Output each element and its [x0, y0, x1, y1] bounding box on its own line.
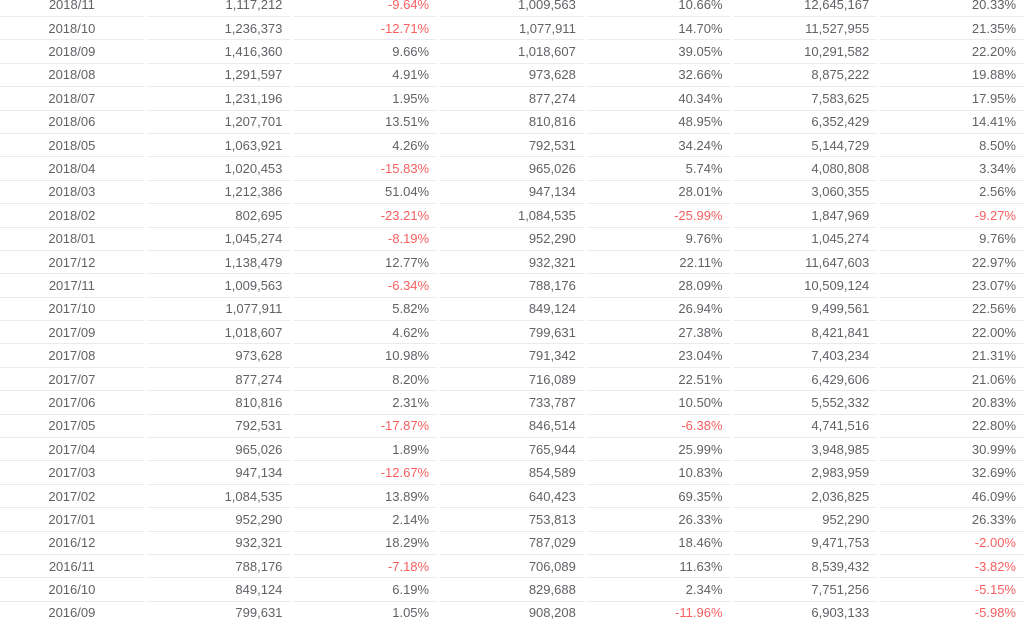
value-cell: 9,471,753 — [734, 532, 878, 555]
month-cell: 2016/11 — [0, 555, 144, 578]
value-cell: 69.35% — [587, 485, 731, 508]
month-cell: 2017/05 — [0, 415, 144, 438]
value-cell: 1,138,479 — [147, 251, 291, 274]
value-cell: 765,944 — [440, 438, 584, 461]
value-cell: 20.33% — [880, 0, 1024, 17]
value-cell: -17.87% — [293, 415, 437, 438]
value-cell: 25.99% — [587, 438, 731, 461]
value-cell: -12.67% — [293, 461, 437, 484]
value-cell: 10.50% — [587, 391, 731, 414]
value-cell: 18.46% — [587, 532, 731, 555]
value-cell: 788,176 — [147, 555, 291, 578]
value-cell: 9.76% — [880, 228, 1024, 251]
value-cell: -6.38% — [587, 415, 731, 438]
value-cell: 18.29% — [293, 532, 437, 555]
month-cell: 2017/12 — [0, 251, 144, 274]
value-cell: 5.82% — [293, 298, 437, 321]
value-cell: 23.07% — [880, 274, 1024, 297]
table-row — [0, 555, 1024, 578]
value-cell: 965,026 — [440, 157, 584, 180]
value-cell: 26.94% — [587, 298, 731, 321]
value-cell: 1,018,607 — [440, 40, 584, 63]
value-cell: 21.35% — [880, 17, 1024, 40]
month-cell: 2017/01 — [0, 508, 144, 531]
value-cell: 10,291,582 — [734, 40, 878, 63]
month-cell: 2017/10 — [0, 298, 144, 321]
value-cell: 30.99% — [880, 438, 1024, 461]
month-cell: 2018/01 — [0, 228, 144, 251]
month-cell: 2018/08 — [0, 64, 144, 87]
value-cell: 802,695 — [147, 204, 291, 227]
value-cell: 13.51% — [293, 111, 437, 134]
table-row — [0, 438, 1024, 461]
table-row — [0, 157, 1024, 180]
value-cell: -15.83% — [293, 157, 437, 180]
month-cell: 2018/05 — [0, 134, 144, 157]
value-cell: 22.00% — [880, 321, 1024, 344]
month-cell: 2016/09 — [0, 602, 144, 621]
value-cell: -2.00% — [880, 532, 1024, 555]
value-cell: -8.19% — [293, 228, 437, 251]
value-cell: 8,539,432 — [734, 555, 878, 578]
table-row — [0, 40, 1024, 63]
value-cell: 849,124 — [440, 298, 584, 321]
table-row — [0, 0, 1024, 17]
table-row — [0, 111, 1024, 134]
value-cell: 932,321 — [147, 532, 291, 555]
value-cell: 6,903,133 — [734, 602, 878, 621]
value-cell: 22.97% — [880, 251, 1024, 274]
month-cell: 2018/10 — [0, 17, 144, 40]
value-cell: 908,208 — [440, 602, 584, 621]
value-cell: -12.71% — [293, 17, 437, 40]
value-cell: 10.66% — [587, 0, 731, 17]
value-cell: 1,847,969 — [734, 204, 878, 227]
value-cell: 1,009,563 — [440, 0, 584, 17]
value-cell: 952,290 — [734, 508, 878, 531]
value-cell: 9.76% — [587, 228, 731, 251]
value-cell: 932,321 — [440, 251, 584, 274]
table-row — [0, 321, 1024, 344]
value-cell: 8,875,222 — [734, 64, 878, 87]
month-cell: 2017/04 — [0, 438, 144, 461]
value-cell: 1.05% — [293, 602, 437, 621]
value-cell: 1,291,597 — [147, 64, 291, 87]
value-cell: 9.66% — [293, 40, 437, 63]
value-cell: 947,134 — [440, 181, 584, 204]
value-cell: 13.89% — [293, 485, 437, 508]
value-cell: 32.69% — [880, 461, 1024, 484]
value-cell: 8.20% — [293, 368, 437, 391]
value-cell: -23.21% — [293, 204, 437, 227]
table-row — [0, 134, 1024, 157]
month-cell: 2017/09 — [0, 321, 144, 344]
month-cell: 2016/10 — [0, 578, 144, 601]
value-cell: 791,342 — [440, 344, 584, 367]
table-row — [0, 461, 1024, 484]
value-cell: 952,290 — [147, 508, 291, 531]
value-cell: -3.82% — [880, 555, 1024, 578]
value-cell: 1,077,911 — [147, 298, 291, 321]
value-cell: 1,084,535 — [440, 204, 584, 227]
value-cell: 1.95% — [293, 87, 437, 110]
value-cell: 14.41% — [880, 111, 1024, 134]
value-cell: 640,423 — [440, 485, 584, 508]
month-cell: 2018/02 — [0, 204, 144, 227]
value-cell: 26.33% — [587, 508, 731, 531]
value-cell: 34.24% — [587, 134, 731, 157]
value-cell: 1,207,701 — [147, 111, 291, 134]
value-cell: 1,212,386 — [147, 181, 291, 204]
value-cell: 846,514 — [440, 415, 584, 438]
table-row — [0, 228, 1024, 251]
value-cell: 4.62% — [293, 321, 437, 344]
value-cell: 973,628 — [147, 344, 291, 367]
value-cell: 22.51% — [587, 368, 731, 391]
value-cell: 854,589 — [440, 461, 584, 484]
value-cell: 799,631 — [147, 602, 291, 621]
value-cell: 28.09% — [587, 274, 731, 297]
value-cell: 5.74% — [587, 157, 731, 180]
value-cell: -25.99% — [587, 204, 731, 227]
value-cell: -7.18% — [293, 555, 437, 578]
table-row — [0, 87, 1024, 110]
value-cell: 20.83% — [880, 391, 1024, 414]
value-cell: 46.09% — [880, 485, 1024, 508]
value-cell: 39.05% — [587, 40, 731, 63]
value-cell: 753,813 — [440, 508, 584, 531]
value-cell: 733,787 — [440, 391, 584, 414]
month-cell: 2017/08 — [0, 344, 144, 367]
value-cell: -5.98% — [880, 602, 1024, 621]
value-cell: 21.31% — [880, 344, 1024, 367]
value-cell: 6,352,429 — [734, 111, 878, 134]
value-cell: 1,018,607 — [147, 321, 291, 344]
value-cell: 2.56% — [880, 181, 1024, 204]
table-row — [0, 344, 1024, 367]
table-row — [0, 578, 1024, 601]
value-cell: 48.95% — [587, 111, 731, 134]
value-cell: 27.38% — [587, 321, 731, 344]
value-cell: 2,983,959 — [734, 461, 878, 484]
month-cell: 2017/11 — [0, 274, 144, 297]
value-cell: -11.96% — [587, 602, 731, 621]
value-cell: 7,403,234 — [734, 344, 878, 367]
table-row — [0, 368, 1024, 391]
value-cell: 5,144,729 — [734, 134, 878, 157]
table-row — [0, 251, 1024, 274]
value-cell: 11,527,955 — [734, 17, 878, 40]
value-cell: 51.04% — [293, 181, 437, 204]
table-row — [0, 17, 1024, 40]
month-cell: 2017/07 — [0, 368, 144, 391]
value-cell: 7,751,256 — [734, 578, 878, 601]
value-cell: 877,274 — [147, 368, 291, 391]
value-cell: 2.14% — [293, 508, 437, 531]
table-row — [0, 274, 1024, 297]
value-cell: 2.34% — [587, 578, 731, 601]
value-cell: 1,009,563 — [147, 274, 291, 297]
month-cell: 2018/11 — [0, 0, 144, 17]
value-cell: 8,421,841 — [734, 321, 878, 344]
value-cell: 3,060,355 — [734, 181, 878, 204]
value-cell: 2,036,825 — [734, 485, 878, 508]
value-cell: 32.66% — [587, 64, 731, 87]
value-cell: 799,631 — [440, 321, 584, 344]
value-cell: 10.98% — [293, 344, 437, 367]
value-cell: 787,029 — [440, 532, 584, 555]
value-cell: 965,026 — [147, 438, 291, 461]
value-cell: 4,080,808 — [734, 157, 878, 180]
value-cell: 8.50% — [880, 134, 1024, 157]
value-cell: 10.83% — [587, 461, 731, 484]
value-cell: -9.64% — [293, 0, 437, 17]
value-cell: -6.34% — [293, 274, 437, 297]
value-cell: 792,531 — [147, 415, 291, 438]
value-cell: 706,089 — [440, 555, 584, 578]
table-row — [0, 181, 1024, 204]
month-cell: 2016/12 — [0, 532, 144, 555]
value-cell: 6,429,606 — [734, 368, 878, 391]
value-cell: 1,416,360 — [147, 40, 291, 63]
value-cell: 1,077,911 — [440, 17, 584, 40]
table-row — [0, 508, 1024, 531]
value-cell: 22.11% — [587, 251, 731, 274]
value-cell: 22.80% — [880, 415, 1024, 438]
value-cell: 22.20% — [880, 40, 1024, 63]
value-cell: 1,020,453 — [147, 157, 291, 180]
table-row — [0, 64, 1024, 87]
value-cell: 4.91% — [293, 64, 437, 87]
value-cell: 21.06% — [880, 368, 1024, 391]
value-cell: -5.15% — [880, 578, 1024, 601]
month-cell: 2017/06 — [0, 391, 144, 414]
value-cell: -9.27% — [880, 204, 1024, 227]
value-cell: 829,688 — [440, 578, 584, 601]
value-cell: 7,583,625 — [734, 87, 878, 110]
value-cell: 19.88% — [880, 64, 1024, 87]
value-cell: 1,045,274 — [147, 228, 291, 251]
month-cell: 2018/04 — [0, 157, 144, 180]
value-cell: 26.33% — [880, 508, 1024, 531]
value-cell: 22.56% — [880, 298, 1024, 321]
value-cell: 2.31% — [293, 391, 437, 414]
value-cell: 11.63% — [587, 555, 731, 578]
value-cell: 17.95% — [880, 87, 1024, 110]
value-cell: 877,274 — [440, 87, 584, 110]
value-cell: 12.77% — [293, 251, 437, 274]
month-cell: 2017/02 — [0, 485, 144, 508]
value-cell: 11,647,603 — [734, 251, 878, 274]
value-cell: 5,552,332 — [734, 391, 878, 414]
table-row — [0, 415, 1024, 438]
value-cell: 23.04% — [587, 344, 731, 367]
value-cell: 1,231,196 — [147, 87, 291, 110]
value-cell: 4.26% — [293, 134, 437, 157]
value-cell: 3,948,985 — [734, 438, 878, 461]
month-cell: 2018/03 — [0, 181, 144, 204]
value-cell: 1,236,373 — [147, 17, 291, 40]
value-cell: 810,816 — [440, 111, 584, 134]
value-cell: 14.70% — [587, 17, 731, 40]
value-cell: 10,509,124 — [734, 274, 878, 297]
table-row — [0, 391, 1024, 414]
value-cell: 952,290 — [440, 228, 584, 251]
table-row — [0, 602, 1024, 621]
value-cell: 1,045,274 — [734, 228, 878, 251]
value-cell: 12,645,167 — [734, 0, 878, 17]
table-row — [0, 204, 1024, 227]
value-cell: 6.19% — [293, 578, 437, 601]
value-cell: 9,499,561 — [734, 298, 878, 321]
value-cell: 810,816 — [147, 391, 291, 414]
month-cell: 2018/09 — [0, 40, 144, 63]
value-cell: 792,531 — [440, 134, 584, 157]
value-cell: 849,124 — [147, 578, 291, 601]
month-cell: 2017/03 — [0, 461, 144, 484]
table-row — [0, 532, 1024, 555]
value-cell: 40.34% — [587, 87, 731, 110]
table-row — [0, 298, 1024, 321]
value-cell: 947,134 — [147, 461, 291, 484]
table-row — [0, 485, 1024, 508]
value-cell: 4,741,516 — [734, 415, 878, 438]
value-cell: 716,089 — [440, 368, 584, 391]
value-cell: 1,084,535 — [147, 485, 291, 508]
value-cell: 1.89% — [293, 438, 437, 461]
value-cell: 1,063,921 — [147, 134, 291, 157]
value-cell: 788,176 — [440, 274, 584, 297]
month-cell: 2018/06 — [0, 111, 144, 134]
value-cell: 3.34% — [880, 157, 1024, 180]
value-cell: 28.01% — [587, 181, 731, 204]
month-cell: 2018/07 — [0, 87, 144, 110]
value-cell: 1,117,212 — [147, 0, 291, 17]
value-cell: 973,628 — [440, 64, 584, 87]
